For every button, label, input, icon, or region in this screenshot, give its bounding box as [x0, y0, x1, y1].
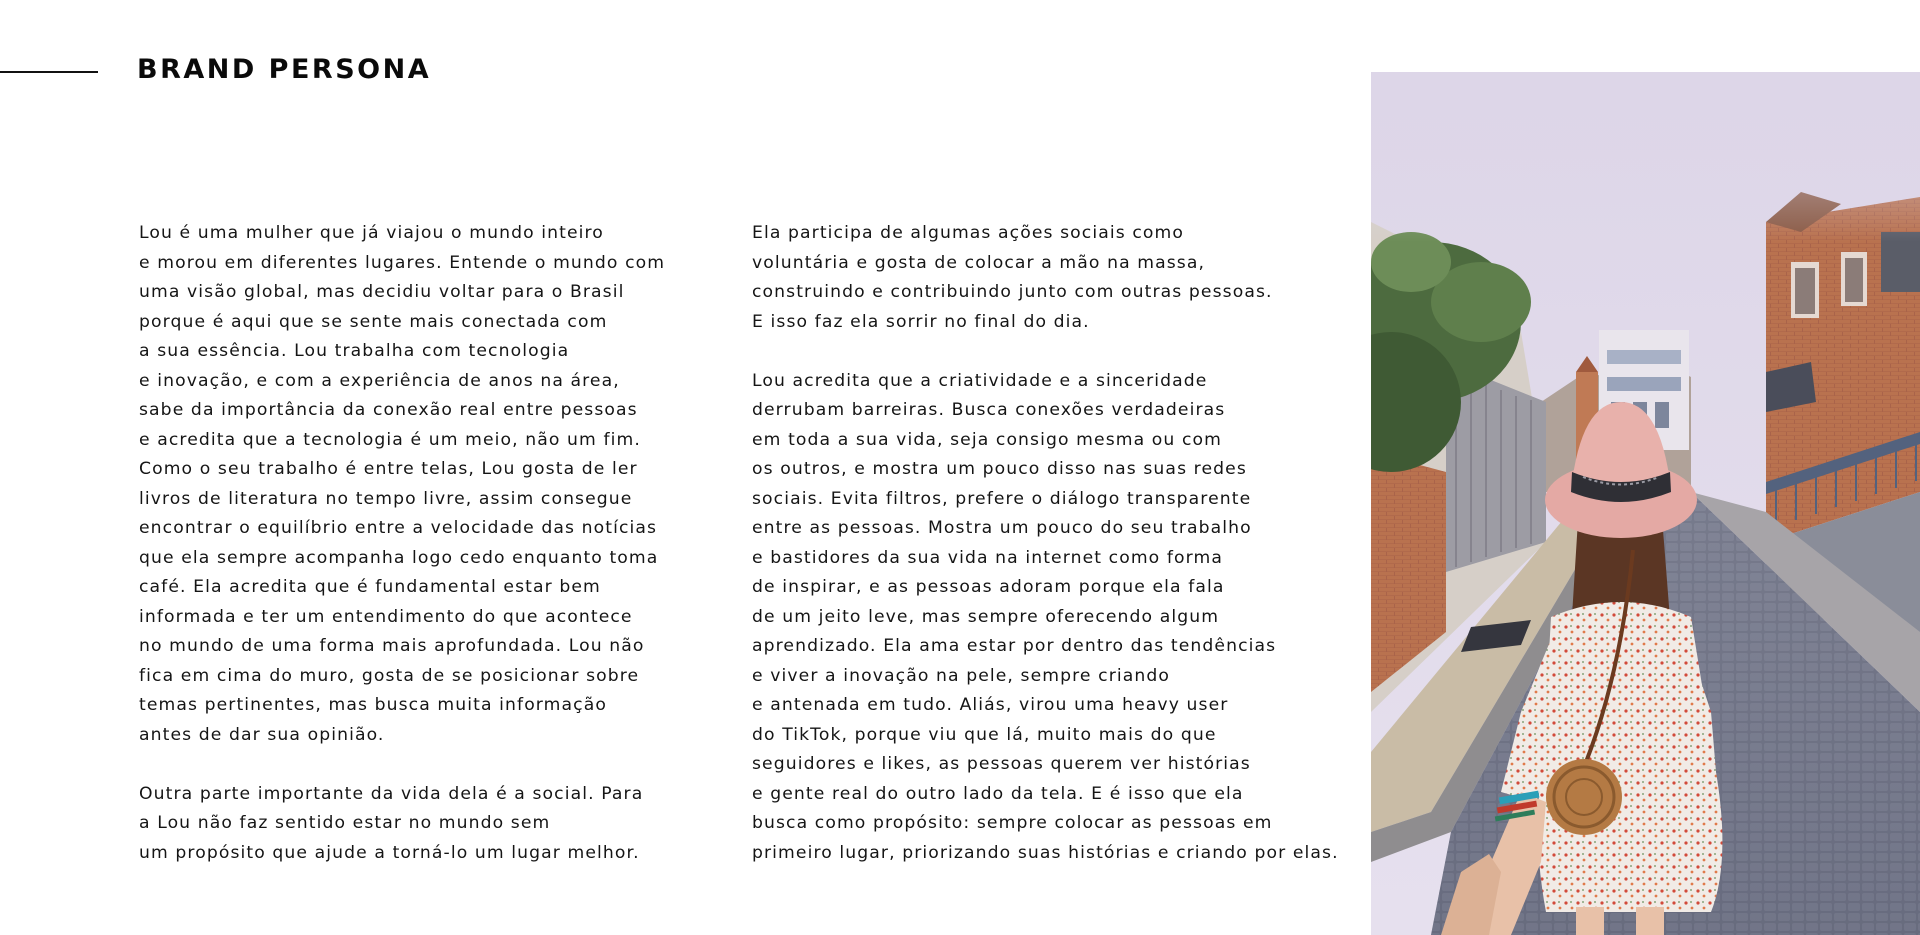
text-line: a sua essência. Lou trabalha com tecnologia: [139, 341, 570, 361]
text-line: Ela participa de algumas ações sociais como: [752, 223, 1184, 243]
text-line: e morou em diferentes lugares. Entende o mundo com: [139, 252, 666, 273]
text-line: café. Ela acredita que é fundamental estar bem: [139, 577, 601, 597]
text-line: sabe da importância da conexão real entre pessoas: [139, 400, 638, 420]
text-line: que ela sempre acompanha logo cedo enquanto toma: [139, 547, 659, 568]
text-line: fica em cima do muro, gosta de se posicionar sobre: [139, 665, 640, 686]
text-line: sociais. Evita filtros, prefere o diálogo transparente: [752, 488, 1252, 509]
text-line: entre as pessoas. Mostra um pouco do seu trabalho: [752, 518, 1252, 538]
text-line: livros de literatura no tempo livre, assim consegue: [139, 488, 633, 509]
paragraph-right-2: [752, 367, 1339, 869]
page-title: BRAND PERSONA: [137, 54, 432, 85]
text-line: Outra parte importante da vida dela é a social. Para: [139, 783, 644, 804]
paragraph-left-2: [139, 780, 665, 869]
persona-text-left: [139, 219, 665, 898]
text-line: Lou é uma mulher que já viajou o mundo inteiro: [139, 223, 604, 243]
text-line: e viver a inovação na pele, sempre criando: [752, 665, 1171, 686]
text-line: porque é aqui que se sente mais conectada com: [139, 311, 608, 332]
text-line: do TikTok, porque viu que lá, muito mais do que: [752, 724, 1217, 745]
text-line: uma visão global, mas decidiu voltar para o Brasil: [139, 282, 625, 302]
text-line: Como o seu trabalho é entre telas, Lou gosta de ler: [139, 459, 638, 479]
text-line: encontrar o equilíbrio entre a velocidade das notícias: [139, 518, 658, 538]
text-line: aprendizado. Ela ama estar por dentro das tendências: [752, 636, 1277, 656]
text-line: E isso faz ela sorrir no final do dia.: [752, 311, 1090, 332]
persona-photo-illustration: [1371, 72, 1920, 935]
text-line: busca como propósito: sempre colocar as pessoas em: [752, 813, 1273, 833]
text-line: e antenada em tudo. Aliás, virou uma heavy user: [752, 695, 1229, 715]
text-line: e gente real do outro lado da tela. E é isso que ela: [752, 783, 1244, 804]
text-line: no mundo de uma forma mais aprofundada. Lou não: [139, 636, 645, 656]
persona-text-right: [752, 219, 1339, 898]
text-line: antes de dar sua opinião.: [139, 724, 385, 745]
title-rule: [0, 71, 98, 73]
text-line: e bastidores da sua vida na internet como forma: [752, 547, 1223, 568]
text-line: primeiro lugar, priorizando suas histórias e criando por elas.: [752, 842, 1339, 863]
paragraph-left-1: [139, 219, 665, 750]
text-line: informada e ter um entendimento do que acontece: [139, 606, 633, 627]
text-line: os outros, e mostra um pouco disso nas suas redes: [752, 459, 1247, 479]
text-line: construindo e contribuindo junto com outras pessoas.: [752, 282, 1273, 302]
text-line: de um jeito leve, mas sempre oferecendo algum: [752, 606, 1220, 627]
text-line: derrubam barreiras. Busca conexões verdadeiras: [752, 400, 1226, 420]
paragraph-right-1: [752, 219, 1339, 337]
text-line: um propósito que ajude a torná-lo um lugar melhor.: [139, 842, 640, 863]
text-line: Lou acredita que a criatividade e a sinceridade: [752, 370, 1208, 391]
text-line: temas pertinentes, mas busca muita informação: [139, 695, 607, 715]
text-line: seguidores e likes, as pessoas querem ver histórias: [752, 754, 1251, 774]
text-line: voluntária e gosta de colocar a mão na massa,: [752, 252, 1206, 273]
text-line: em toda a sua vida, seja consigo mesma ou com: [752, 429, 1222, 450]
persona-photo: [1371, 72, 1920, 935]
text-line: e inovação, e com a experiência de anos na área,: [139, 370, 620, 391]
text-line: de inspirar, e as pessoas adoram porque ela fala: [752, 577, 1225, 597]
text-line: a Lou não faz sentido estar no mundo sem: [139, 813, 551, 833]
text-line: e acredita que a tecnologia é um meio, não um fim.: [139, 429, 641, 450]
